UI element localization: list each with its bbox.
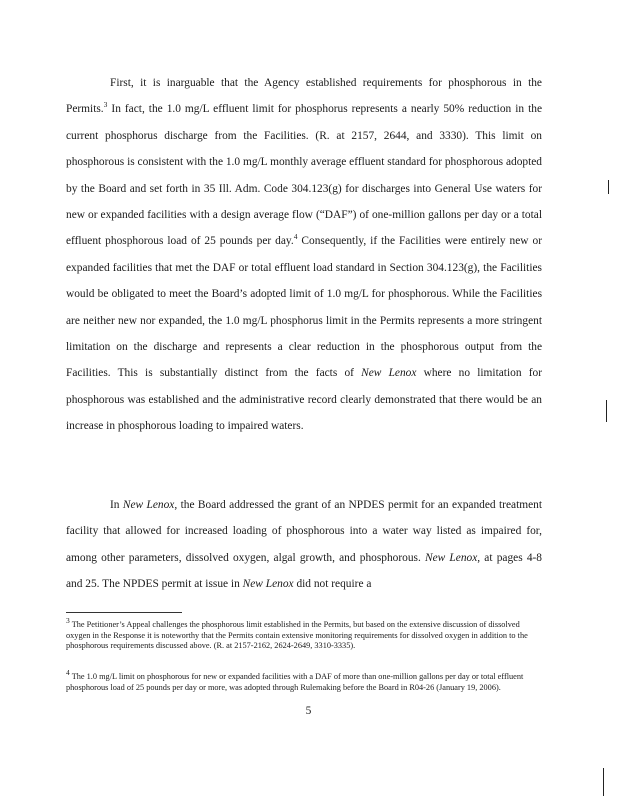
scan-artifact-mark [608, 180, 609, 194]
case-name: New Lenox [242, 578, 294, 591]
footnote-4-text: The 1.0 mg/L limit on phosphorous for new or expanded facilities with a DAF of more than one-million gallons per day or total effluent phosphorous load of 25 pounds per day or more, was adopted through Rulemaking before the Board in R04-26 (January 19, 2006). [66, 672, 524, 692]
footnote-4 [66, 668, 542, 693]
text-run: In [110, 499, 123, 511]
scan-artifact-mark [606, 400, 607, 422]
footnote-3-marker: 3 [66, 616, 70, 626]
footnote-reference: 3 [103, 100, 108, 110]
text-run: did not require a [293, 578, 372, 591]
footnote-3-text: The Petitioner’s Appeal challenges the phosphorous limit established in the Permits, but based on the extensive discussion of dissolved oxygen in the Response it is noteworthy that the Permits contain extensive monitoring requirements for dissolved oxygen in addition to the phosphorous requirements discussed above. (R. at 2157-2162, 2624-2649, 3310-3335). [66, 620, 528, 651]
scan-artifact-mark [603, 768, 604, 796]
case-name: New Lenox [425, 551, 478, 564]
footnote-reference: 4 [293, 232, 298, 242]
text-run: where no limitation for phosphorous was established and the administrative record clearly demonstrated that there would be an increase in phosphorous loading to impaired waters. [66, 367, 543, 433]
case-name: New Lenox [122, 499, 175, 511]
text-run: First, it is inarguable that the Agency established requirements for phosphorous in the Permits. [66, 77, 542, 116]
footnote-4-marker: 4 [66, 668, 70, 678]
text-run: , at pages 4-8 and 25. The NPDES permit at issue in [66, 551, 543, 591]
body-paragraph-1 [66, 70, 542, 440]
text-run: Consequently, if the Facilities were entirely new or expanded facilities that met the DAF or total effluent load standard in Section 304.123(g), the Facilities would be obligated to meet the Board’s adopted limit of 1.0 mg/L for phosphorous. While the Facilities are neither new nor expanded, the 1.0 mg/L phosphorus limit in the Permits represents a more stringent limitation on the discharge and represents a clear reduction in the phosphorous output from the Facilities. This is substantially distinct from the facts of [66, 235, 542, 380]
case-name: New Lenox [361, 367, 417, 380]
footnote-separator [66, 612, 182, 613]
page-number: 5 [305, 705, 312, 717]
body-paragraph-2 [66, 492, 542, 598]
text-run: , the Board addressed the grant of an NPDES permit for an expanded treatment facility that allowed for increased loading of phosphorous into a water way listed as impaired for, among other parameters, dissolved oxygen, algal growth, and phosphorous. [66, 499, 543, 564]
text-run: In fact, the 1.0 mg/L effluent limit for phosphorus represents a nearly 50% reduction in the current phosphorus discharge from the Facilities. (R. at 2157, 2644, and 3330). This limit on phosphorous is consistent with the 1.0 mg/L monthly average effluent standard for phosphorous adopted by the Board and set forth in 35 Ill. Adm. Code 304.123(g) for discharges into General Use waters for new or expanded facilities with a design average flow (“DAF”) of one-million gallons per day or a total effluent phosphorous load of 25 pounds per day. [66, 103, 542, 248]
footnote-3 [66, 616, 542, 652]
